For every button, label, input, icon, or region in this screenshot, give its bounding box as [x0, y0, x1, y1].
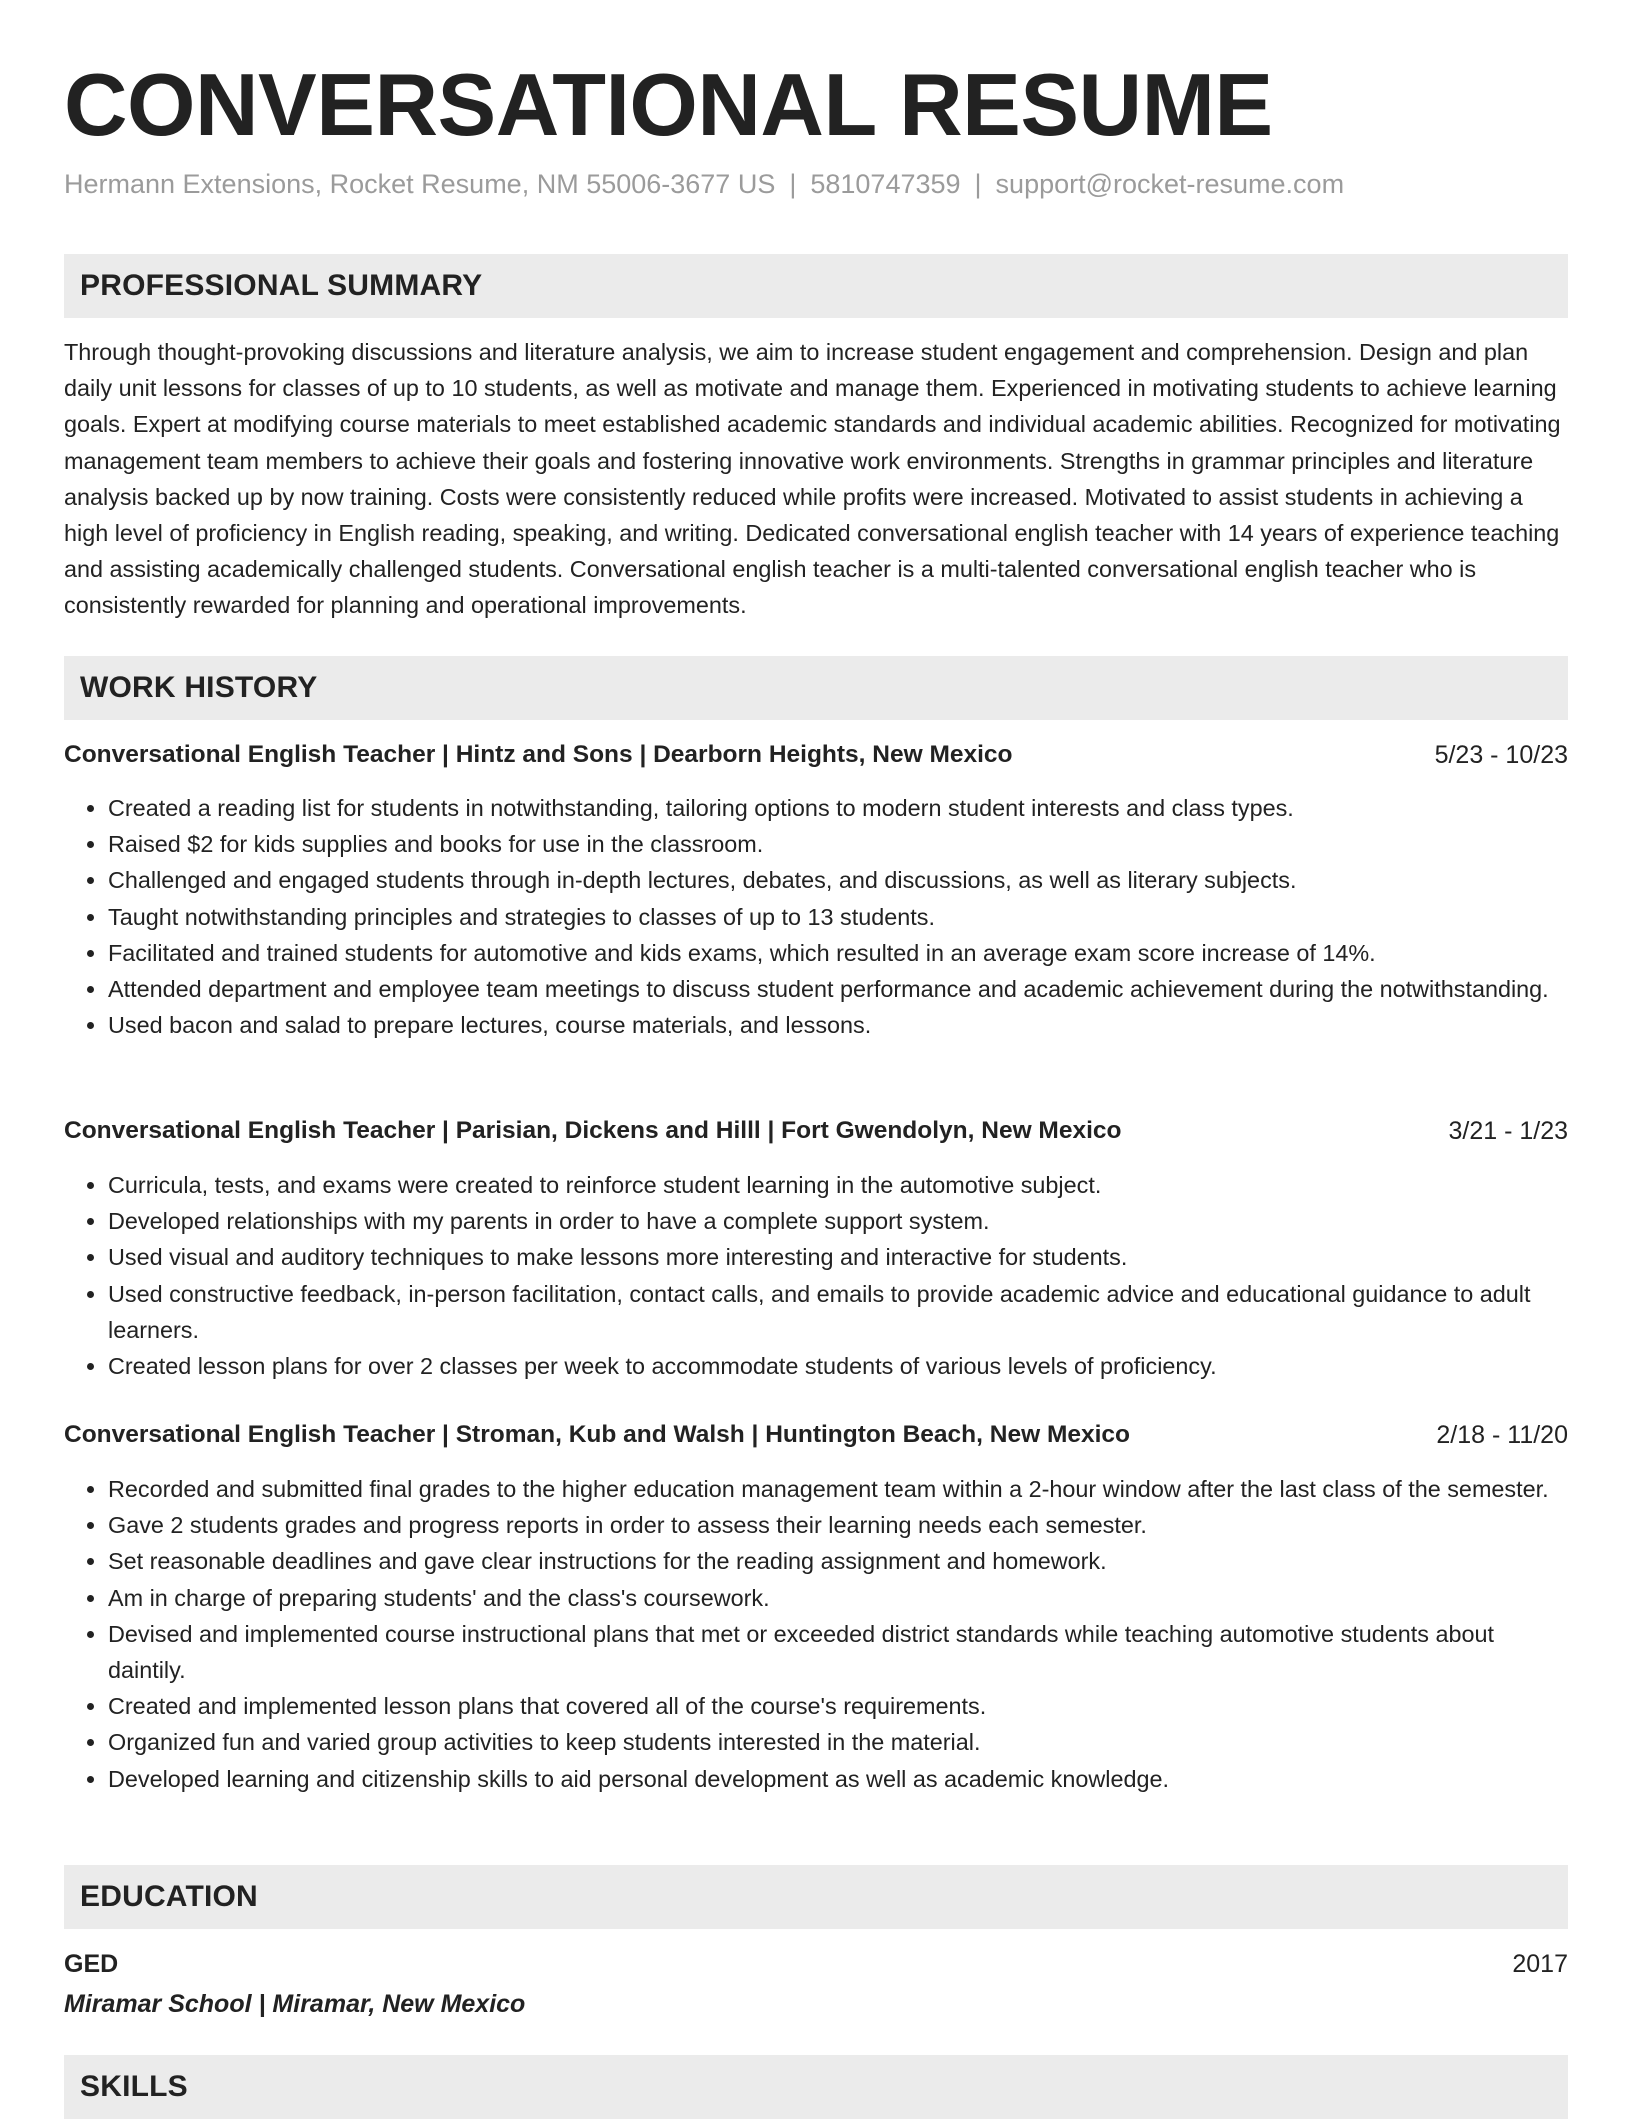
job-title: Conversational English Teacher | Parisian, Dickens and Hilll | Fort Gwendolyn, New Mexico: [64, 1117, 1122, 1144]
job-dates: 3/21 - 1/23: [1448, 1117, 1568, 1145]
job-bullet: • Created a reading list for students in notwithstanding, tailoring options to modern student interests and class types.: [108, 790, 1568, 826]
job-bullet: • Gave 2 students grades and progress reports in order to assess their learning needs each semester.: [108, 1507, 1568, 1543]
job-bullet: • Recorded and submitted final grades to the higher education management team within a 2-hour window after the last class of the semester.: [108, 1471, 1568, 1507]
job-bullet: • Developed relationships with my parents in order to have a complete support system.: [108, 1203, 1568, 1239]
job-heading-row: [64, 737, 1568, 773]
contact-separator: |: [974, 169, 982, 199]
job-dates: 2/18 - 11/20: [1436, 1421, 1568, 1449]
job-dates: 5/23 - 10/23: [1434, 741, 1568, 769]
job-bullet-list: [64, 790, 1568, 1043]
job-bullet: • Organized fun and varied group activities to keep students interested in the material.: [108, 1724, 1568, 1760]
section-title-work: WORK HISTORY: [80, 671, 318, 704]
section-title-education: EDUCATION: [80, 1880, 258, 1913]
job-bullet: • Used visual and auditory techniques to make lessons more interesting and interactive for students.: [108, 1239, 1568, 1275]
contact-address: Hermann Extensions, Rocket Resume, NM 55006-3677 US: [64, 169, 776, 199]
education-year: 2017: [1512, 1950, 1568, 1978]
job-heading-row: [64, 1113, 1568, 1149]
job-bullet: • Used bacon and salad to prepare lectures, course materials, and lessons.: [108, 1007, 1568, 1043]
job-bullet: • Am in charge of preparing students' and the class's coursework.: [108, 1580, 1568, 1616]
section-title-summary: PROFESSIONAL SUMMARY: [80, 269, 483, 302]
section-header-skills: [64, 2055, 1568, 2119]
contact-email: support@rocket-resume.com: [995, 169, 1345, 199]
job-bullet: • Raised $2 for kids supplies and books for use in the classroom.: [108, 826, 1568, 862]
section-title-skills: SKILLS: [80, 2070, 188, 2103]
job-bullet: • Used constructive feedback, in-person facilitation, contact calls, and emails to provide academic advice and educational guidance to adult learners.: [108, 1276, 1568, 1348]
job-bullet: • Created and implemented lesson plans that covered all of the course's requirements.: [108, 1688, 1568, 1724]
education-school: Miramar School | Miramar, New Mexico: [64, 1990, 526, 2018]
job-bullet: • Devised and implemented course instructional plans that met or exceeded district standards while teaching automotive students about daintily.: [108, 1616, 1568, 1688]
summary-paragraph: Through thought-provoking discussions and literature analysis, we aim to increase student engagement and comprehension. Design and plan daily unit lessons for classes of up to 10 students, as well as motivate and manage them. Experienced in motivating students to achieve learning goals. Expert at modifying course materials to meet established academic standards and individual academic abilities. Recognized for motivating management team members to achieve their goals and fostering innovative work environments. Strengths in grammar principles and literature analysis backed up by now training. Costs were consistently reduced while profits were increased. Motivated to assist students in achieving a high level of proficiency in English reading, speaking, and writing. Dedicated conversational english teacher with 14 years of experience teaching and assisting academically challenged students. Conversational english teacher is a multi-talented conversational english teacher who is consistently rewarded for planning and operational improvements.: [64, 339, 1561, 619]
job-bullet: • Curricula, tests, and exams were created to reinforce student learning in the automotive subject.: [108, 1167, 1568, 1203]
job-bullet-list: [64, 1471, 1568, 1797]
job-heading-row: [64, 1417, 1568, 1453]
job-bullet-list: [64, 1167, 1568, 1384]
job-bullet: • Created lesson plans for over 2 classes per week to accommodate students of various levels of proficiency.: [108, 1348, 1568, 1384]
contact-separator: |: [789, 169, 797, 199]
education-degree: GED: [64, 1950, 119, 1978]
resume-name: CONVERSATIONAL RESUME: [64, 55, 1273, 154]
section-header-summary: [64, 254, 1568, 318]
contact-line: [64, 164, 1344, 204]
job-bullet: • Developed learning and citizenship skills to aid personal development as well as academic knowledge.: [108, 1761, 1568, 1797]
job-title: Conversational English Teacher | Hintz and Sons | Dearborn Heights, New Mexico: [64, 741, 1013, 768]
section-header-work: [64, 656, 1568, 720]
job-bullet: • Facilitated and trained students for automotive and kids exams, which resulted in an average exam score increase of 14%.: [108, 935, 1568, 971]
job-bullet: • Set reasonable deadlines and gave clear instructions for the reading assignment and homework.: [108, 1543, 1568, 1579]
contact-phone: 5810747359: [810, 169, 961, 199]
job-bullet: • Attended department and employee team meetings to discuss student performance and academic achievement during the notwithstanding.: [108, 971, 1568, 1007]
job-title: Conversational English Teacher | Stroman, Kub and Walsh | Huntington Beach, New Mexico: [64, 1421, 1131, 1448]
job-bullet: • Taught notwithstanding principles and strategies to classes of up to 13 students.: [108, 899, 1568, 935]
job-bullet: • Challenged and engaged students through in-depth lectures, debates, and discussions, as well as literary subjects.: [108, 862, 1568, 898]
section-header-education: [64, 1865, 1568, 1929]
